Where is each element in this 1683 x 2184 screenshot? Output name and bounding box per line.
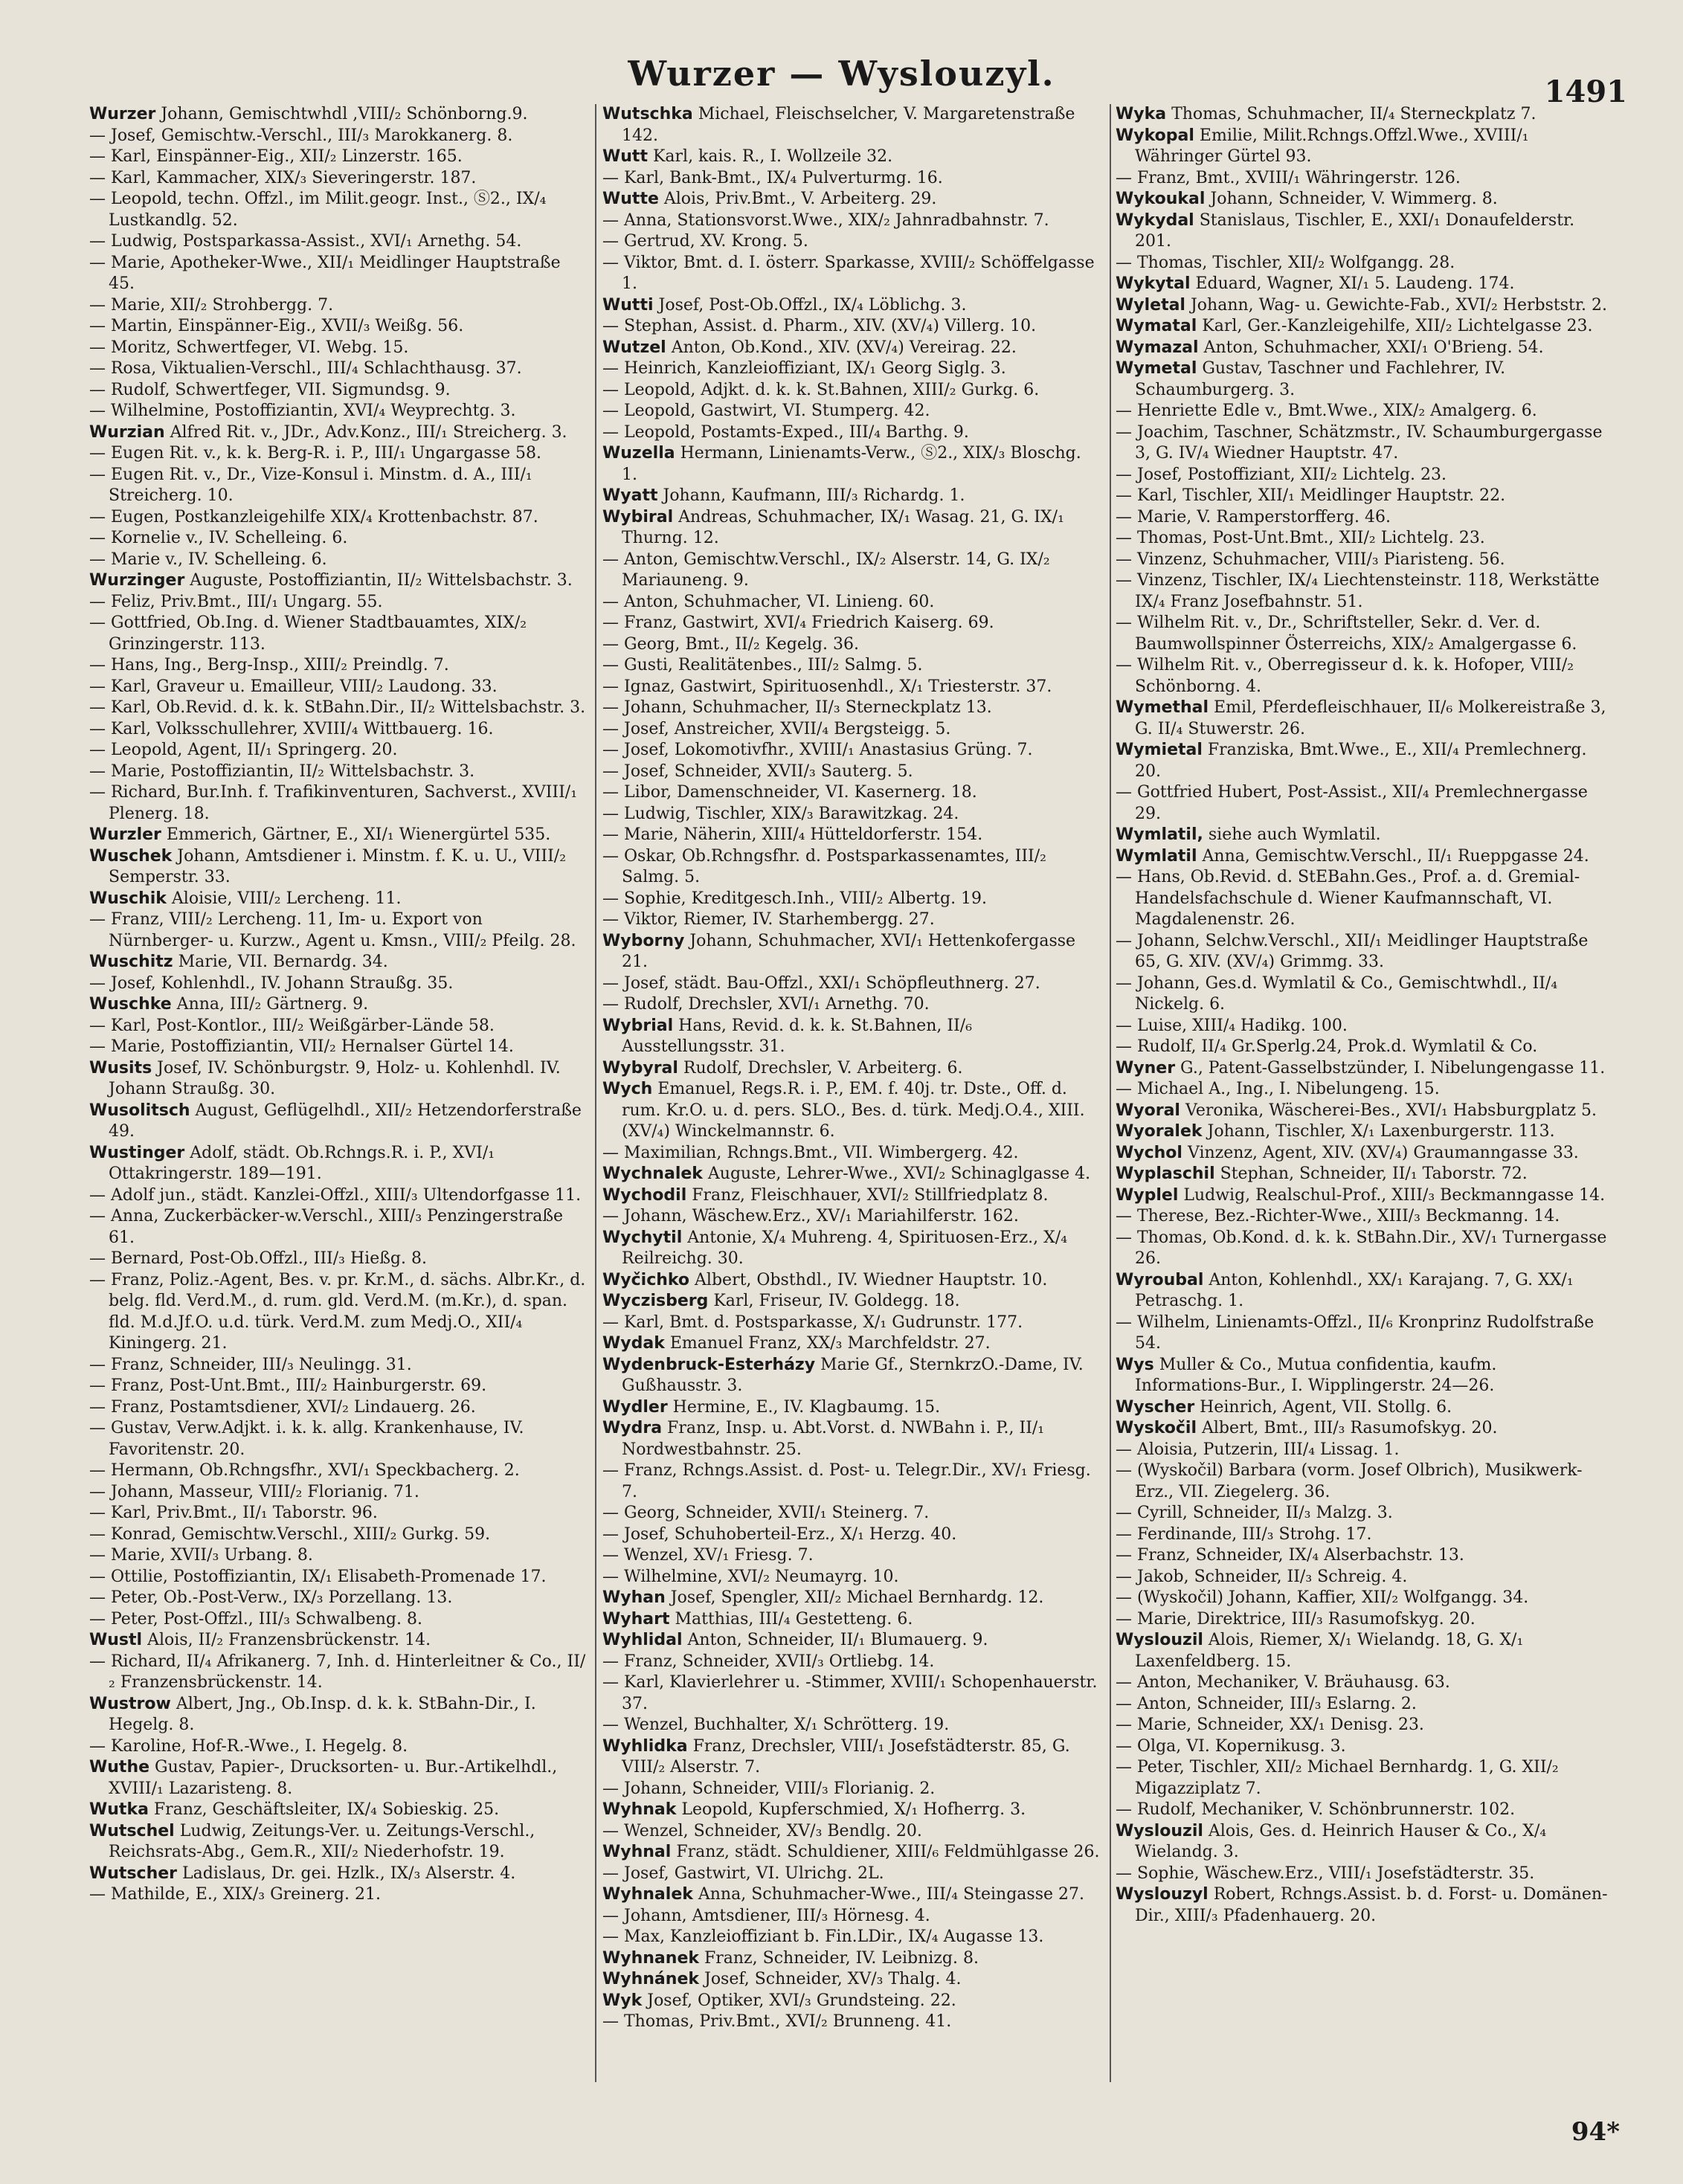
directory-entry: Wurzer Johann, Gemischtwhdl ,VIII/₂ Schönborng.9. [89, 105, 528, 123]
directory-entry: — Johann, Schuhmacher, II/₃ Sterneckplatz 13. [602, 698, 992, 717]
directory-entry: — Kornelie v., IV. Schelleing. 6. [89, 529, 348, 547]
directory-entry: — Rudolf, Schwertfeger, VII. Sigmundsg. 9. [89, 380, 451, 399]
directory-entry: — Bernard, Post-Ob.Offzl., III/₃ Hießg. 8. [89, 1249, 427, 1268]
directory-entry: — Marie, Näherin, XIII/₄ Hütteldorferstr. 154. [602, 825, 983, 844]
directory-entry: — Viktor, Bmt. d. I. österr. Sparkasse, XVIII/₂ Schöffelgasse 1. [602, 253, 1095, 293]
directory-entry: Wurzinger Auguste, Postoffiziantin, II/₂ Wittelsbachstr. 3. [89, 571, 573, 590]
directory-entry: — Feliz, Priv.Bmt., III/₁ Ungarg. 55. [89, 592, 383, 611]
directory-entry: Wutschel Ludwig, Zeitungs-Ver. u. Zeitungs-Verschl., Reichsrats-Abg., Gem.R., XII/₂ Niederhofstr. 19. [89, 1821, 535, 1861]
directory-entry: Wyscher Heinrich, Agent, VII. Stollg. 6. [1116, 1397, 1452, 1417]
directory-entry: Wykydal Stanislaus, Tischler, E., XXI/₁ Donaufelderstr. 201. [1116, 210, 1575, 251]
directory-entry: Wymlatil Anna, Gemischtw.Verschl., II/₁ Rueppgasse 24. [1116, 846, 1589, 866]
directory-entry: — Gottfried Hubert, Post-Assist., XII/₄ Premlechnergasse 29. [1116, 783, 1588, 823]
directory-entry: — Peter, Ob.-Post-Verw., IX/₃ Porzellang. 13. [89, 1588, 453, 1607]
directory-entry: — Martin, Einspänner-Eig., XVII/₃ Weißg. 56. [89, 317, 464, 335]
directory-entry: — Johann, Selchw.Verschl., XII/₁ Meidlinger Hauptstraße 65, G. XIV. (XV/₄) Grimmg. 33. [1116, 931, 1589, 971]
directory-entry: — Marie, Postoffiziantin, VII/₂ Hernalser Gürtel 14. [89, 1037, 514, 1056]
directory-entry: — Franz, Postamtsdiener, XVI/₂ Lindauerg. 26. [89, 1397, 476, 1417]
directory-entry: — Franz, Gastwirt, XVI/₄ Friedrich Kaiserg. 69. [602, 613, 994, 632]
directory-entry: Wydler Hermine, E., IV. Klagbaumg. 15. [602, 1397, 941, 1417]
directory-entry: — Anna, Stationsvorst.Wwe., XIX/₂ Jahnradbahnstr. 7. [602, 210, 1049, 230]
directory-entry: — Johann, Wäschew.Erz., XV/₁ Mariahilferstr. 162. [602, 1207, 1019, 1225]
directory-entry: — Karl, Post-Kontlor., III/₂ Weißgärber-Lände 58. [89, 1016, 495, 1035]
directory-entry: — Wilhelm Rit. v., Oberregisseur d. k. k. Hofoper, VIII/₂ Schönborng. 4. [1116, 656, 1574, 696]
directory-entry: Wyhan Josef, Spengler, XII/₂ Michael Bernhardg. 12. [602, 1588, 1044, 1607]
directory-entry: — Anton, Schuhmacher, VI. Linieng. 60. [602, 592, 935, 611]
directory-entry: Wys Muller & Co., Mutua confidentia, kaufm. Informations-Bur., I. Wipplingerstr. 24—26. [1116, 1355, 1497, 1395]
directory-entry: Wyslouzil Alois, Riemer, X/₁ Wielandg. 18, G. X/₁ Laxenfeldberg. 15. [1116, 1631, 1524, 1671]
directory-entry: — Viktor, Riemer, IV. Starhembergg. 27. [602, 910, 935, 929]
directory-entry: Wymlatil, siehe auch Wymlatil. [1116, 825, 1381, 844]
directory-entry: — Gusti, Realitätenbes., III/₂ Salmg. 5. [602, 656, 923, 674]
directory-entry: — Josef, Schneider, XVII/₃ Sauterg. 5. [602, 761, 913, 781]
directory-entry: Wyk Josef, Optiker, XVI/₃ Grundsteing. 22. [602, 1991, 956, 2010]
directory-entry: — Thomas, Post-Unt.Bmt., XII/₂ Lichtelg. 23. [1116, 529, 1485, 547]
directory-entry: Wyhnánek Josef, Schneider, XV/₃ Thalg. 4. [602, 1970, 962, 1988]
directory-entry: — Adolf jun., städt. Kanzlei-Offzl., XIII/₃ Ultendorfgasse 11. [89, 1185, 582, 1205]
directory-entry: Wutzel Anton, Ob.Kond., XIV. (XV/₄) Vereirag. 22. [602, 338, 1017, 357]
directory-entry: — Georg, Bmt., II/₂ Kegelg. 36. [602, 634, 859, 654]
directory-entry: Wyčichko Albert, Obsthdl., IV. Wiedner Hauptstr. 10. [602, 1270, 1048, 1289]
directory-entry: Wymethal Emil, Pferdefleischhauer, II/₆ Molkereistraße 3, G. II/₄ Stuwerstr. 26. [1116, 698, 1606, 738]
directory-entry: Wutte Alois, Priv.Bmt., V. Arbeiterg. 29. [602, 190, 937, 208]
directory-entry: Wydak Emanuel Franz, XX/₃ Marchfeldstr. 27. [602, 1334, 991, 1353]
directory-entry: — Wilhelm Rit. v., Dr., Schriftsteller, Sekr. d. Ver. d. Baumwollspinner Österreichs, XIX/₂ Amalgergasse 6. [1116, 613, 1577, 654]
directory-entry: Wutscher Ladislaus, Dr. gei. Hzlk., IX/₃ Alserstr. 4. [89, 1864, 516, 1883]
directory-entry: — Karl, Klavierlehrer u. -Stimmer, XVIII/₁ Schopenhauerstr. 37. [602, 1673, 1098, 1713]
directory-entry: — Franz, Rchngs.Assist. d. Post- u. Telegr.Dir., XV/₁ Friesg. 7. [602, 1461, 1091, 1501]
directory-entry: Wutka Franz, Geschäftsleiter, IX/₄ Sobieskig. 25. [89, 1800, 500, 1819]
directory-entry: — Karl, Bmt. d. Postsparkasse, X/₁ Gudrunstr. 177. [602, 1312, 1023, 1332]
directory-entry: — Marie, XVII/₃ Urbang. 8. [89, 1546, 313, 1565]
directory-entry: — Gertrud, XV. Krong. 5. [602, 232, 808, 251]
directory-entry: Wybrial Hans, Revid. d. k. k. St.Bahnen, II/₆ Ausstellungsstr. 31. [602, 1016, 973, 1056]
directory-entry: Wykytal Eduard, Wagner, XI/₁ 5. Laudeng. 174. [1116, 274, 1515, 293]
directory-entry: — Olga, VI. Kopernikusg. 3. [1116, 1736, 1346, 1756]
directory-entry: Wyatt Johann, Kaufmann, III/₃ Richardg. 1. [602, 486, 965, 505]
directory-entry: — Joachim, Taschner, Schätzmstr., IV. Schaumburgergasse 3, G. IV/₄ Wiedner Hauptstr. 47. [1116, 422, 1603, 463]
directory-entry: Wyslouzyl Robert, Rchngs.Assist. b. d. Forst- u. Domänen-Dir., XIII/₃ Pfadenhauerg. 20. [1116, 1885, 1608, 1925]
directory-entry: Wyoral Veronika, Wäscherei-Bes., XVI/₁ Habsburgplatz 5. [1116, 1101, 1597, 1120]
directory-entry: — Vinzenz, Schuhmacher, VIII/₃ Piaristeng. 56. [1116, 550, 1505, 569]
directory-entry: — Michael A., Ing., I. Nibelungeng. 15. [1116, 1080, 1440, 1098]
sheet-mark: 94* [1571, 2117, 1620, 2147]
directory-entry: — Karl, Bank-Bmt., IX/₄ Pulverturmg. 16. [602, 168, 943, 187]
directory-entry: Wyroubal Anton, Kohlenhdl., XX/₁ Karajang. 7, G. XX/₁ Petraschg. 1. [1116, 1270, 1574, 1310]
directory-entry: — Rosa, Viktualien-Verschl., III/₄ Schlachthausg. 37. [89, 359, 522, 378]
directory-entry: Wustl Alois, II/₂ Franzensbrückenstr. 14. [89, 1631, 431, 1649]
directory-entry: — Karl, Graveur u. Emailleur, VIII/₂ Laudong. 33. [89, 677, 498, 696]
directory-entry: — Anna, Zuckerbäcker-w.Verschl., XIII/₃ Penzingerstraße 61. [89, 1207, 564, 1247]
directory-entry: — Thomas, Tischler, XII/₂ Wolfgangg. 28. [1116, 253, 1455, 272]
directory-entry: — Franz, Schneider, XVII/₃ Ortliebg. 14. [602, 1652, 935, 1671]
directory-entry: Wyletal Johann, Wag- u. Gewichte-Fab., XVI/₂ Herbststr. 2. [1116, 295, 1607, 315]
directory-entry: — Josef, Kohlenhdl., IV. Johann Straußg. 35. [89, 973, 454, 993]
directory-entry: — Franz, Poliz.-Agent, Bes. v. pr. Kr.M., d. sächs. Albr.Kr., d. belg. fld. Verd.M., d. rum. gld. Verd.M. (m.Kr.), d. span. fld. M.d.Jf.O. u.d. türk. Verd.M. zum Medj.O., XII/₄ Kiningerg. 21. [89, 1270, 586, 1353]
directory-entry: — Wilhelm, Linienamts-Offzl., II/₆ Kronprinz Rudolfstraße 54. [1116, 1312, 1594, 1353]
directory-entry: — Karl, Tischler, XII/₁ Meidlinger Hauptstr. 22. [1116, 486, 1506, 505]
directory-entry: — Karl, Einspänner-Eig., XII/₂ Linzerstr. 165. [89, 147, 463, 166]
directory-entry: — Luise, XIII/₄ Hadikg. 100. [1116, 1016, 1348, 1035]
directory-entry: Wyhnalek Anna, Schuhmacher-Wwe., III/₄ Steingasse 27. [602, 1885, 1084, 1904]
directory-entry: Wymatal Karl, Ger.-Kanzleigehilfe, XII/₂ Lichtelgasse 23. [1116, 317, 1593, 335]
directory-entry: Wyslouzil Alois, Ges. d. Heinrich Hauser & Co., X/₄ Wielandg. 3. [1116, 1821, 1547, 1861]
directory-entry: Wyhlidal Anton, Schneider, II/₁ Blumauerg. 9. [602, 1631, 988, 1649]
directory-entry: Wyhnak Leopold, Kupferschmied, X/₁ Hofherrg. 3. [602, 1800, 1026, 1819]
directory-entry: Wuschke Anna, III/₂ Gärtnerg. 9. [89, 995, 369, 1014]
directory-entry: — Thomas, Priv.Bmt., XVI/₂ Brunneng. 41. [602, 2012, 952, 2031]
directory-entry: — Sophie, Kreditgesch.Inh., VIII/₂ Albertg. 19. [602, 889, 988, 908]
directory-entry: Wusits Josef, IV. Schönburgstr. 9, Holz- u. Kohlenhdl. IV. Johann Straußg. 30. [89, 1058, 561, 1098]
directory-entry: — Leopold, Agent, II/₁ Springerg. 20. [89, 741, 398, 759]
directory-entry: — Wenzel, Buchhalter, X/₁ Schrötterg. 19. [602, 1716, 950, 1734]
directory-entry: Wybiral Andreas, Schuhmacher, IX/₁ Wasag. 21, G. IX/₁ Thurng. 12. [602, 507, 1064, 547]
directory-entry: Wychol Vinzenz, Agent, XIV. (XV/₄) Graumanngasse 33. [1116, 1143, 1579, 1162]
directory-entry: — Thomas, Ob.Kond. d. k. k. StBahn.Dir., XV/₁ Turnergasse 26. [1116, 1228, 1607, 1268]
directory-entry: — Josef, Gemischtw.-Verschl., III/₃ Marokkanerg. 8. [89, 126, 513, 145]
directory-entry: — Karl, Priv.Bmt., II/₁ Taborstr. 96. [89, 1504, 378, 1522]
directory-entry: — Leopold, Gastwirt, VI. Stumperg. 42. [602, 402, 930, 420]
directory-entry: — Rudolf, Drechsler, XVI/₁ Arnethg. 70. [602, 995, 930, 1014]
directory-entry: Wyhart Matthias, III/₄ Gestetteng. 6. [602, 1609, 913, 1629]
page-number: 1491 [1544, 74, 1627, 109]
directory-entry: — Marie, XII/₂ Strohbergg. 7. [89, 295, 334, 315]
directory-entry: — Eugen Rit. v., Dr., Vize-Konsul i. Minstm. d. A., III/₁ Streicherg. 10. [89, 465, 532, 505]
directory-entry: — Wilhelmine, XVI/₂ Neumayrg. 10. [602, 1567, 899, 1586]
directory-entry: — Josef, Gastwirt, VI. Ulrichg. 2L. [602, 1864, 884, 1883]
directory-column-2 [602, 104, 1101, 2104]
directory-entry: — Marie v., IV. Schelleing. 6. [89, 550, 327, 569]
directory-entry: — Marie, Apotheker-Wwe., XII/₁ Meidlinger Hauptstraße 45. [89, 253, 561, 293]
directory-entry: — Ferdinande, III/₃ Strohg. 17. [1116, 1524, 1372, 1544]
directory-entry: — Karl, Ob.Revid. d. k. k. StBahn.Dir., II/₂ Wittelsbachstr. 3. [89, 698, 586, 717]
directory-entry: Wurzian Alfred Rit. v., JDr., Adv.Konz., III/₁ Streicherg. 3. [89, 422, 567, 442]
directory-entry: — Johann, Masseur, VIII/₂ Florianig. 71. [89, 1482, 419, 1501]
directory-entry: Wymietal Franziska, Bmt.Wwe., E., XII/₄ Premlechnerg. 20. [1116, 741, 1587, 781]
directory-entry: — (Wyskočil) Johann, Kaffier, XII/₂ Wolfgangg. 34. [1116, 1588, 1529, 1607]
directory-entry: — Ludwig, Tischler, XIX/₃ Barawitzkag. 24. [602, 804, 959, 823]
directory-entry: — Oskar, Ob.Rchngsfhr. d. Postsparkassenamtes, III/₂ Salmg. 5. [602, 846, 1046, 886]
directory-entry: — Hans, Ob.Revid. d. StEBahn.Ges., Prof. a. d. Gremial-Handelsfachschule d. Wiener Kaufmannschaft, VI. Magdalenenstr. 26. [1116, 868, 1580, 929]
directory-entry: — Max, Kanzleioffiziant b. Fin.LDir., IX/₄ Augasse 13. [602, 1927, 1044, 1946]
directory-entry: — Anton, Gemischtw.Verschl., IX/₂ Alserstr. 14, G. IX/₂ Mariauneng. 9. [602, 550, 1050, 590]
directory-entry: Wyka Thomas, Schuhmacher, II/₄ Sterneckplatz 7. [1116, 105, 1536, 123]
directory-entry: Wymetal Gustav, Taschner und Fachlehrer, IV. Schaumburgerg. 3. [1116, 359, 1506, 399]
directory-entry: — Vinzenz, Tischler, IX/₄ Liechtensteinstr. 118, Werkstätte IX/₄ Franz Josefbahnstr. 51. [1116, 571, 1600, 611]
directory-entry: Wyskočil Albert, Bmt., III/₃ Rasumofskyg. 20. [1116, 1419, 1498, 1437]
directory-entry: — Franz, Post-Unt.Bmt., III/₂ Hainburgerstr. 69. [89, 1376, 487, 1395]
directory-entry: — Eugen Rit. v., k. k. Berg-R. i. P., III/₁ Ungargasse 58. [89, 444, 541, 463]
directory-entry: Wyplaschil Stephan, Schneider, II/₁ Taborstr. 72. [1116, 1165, 1528, 1183]
directory-entry: Wyner G., Patent-Gasselbstzünder, I. Nibelungengasse 11. [1116, 1058, 1606, 1077]
directory-entry: — Josef, städt. Bau-Offzl., XXI/₁ Schöpfleuthnerg. 27. [602, 973, 1040, 993]
directory-entry: — Maximilian, Rchngs.Bmt., VII. Wimbergerg. 42. [602, 1143, 1019, 1162]
directory-entry: — Rudolf, Mechaniker, V. Schönbrunnerstr. 102. [1116, 1800, 1516, 1819]
directory-entry: Wutt Karl, kais. R., I. Wollzeile 32. [602, 147, 893, 166]
directory-column-1 [89, 104, 588, 2104]
directory-entry: — Wenzel, XV/₁ Friesg. 7. [602, 1546, 814, 1565]
directory-columns [89, 104, 1621, 2104]
directory-entry: — Stephan, Assist. d. Pharm., XIV. (XV/₄) Villerg. 10. [602, 317, 1037, 335]
directory-entry: — Jakob, Schneider, II/₃ Schreig. 4. [1116, 1567, 1408, 1586]
directory-entry: — Georg, Schneider, XVII/₁ Steinerg. 7. [602, 1504, 930, 1522]
directory-entry: Wusolitsch August, Geflügelhdl., XII/₂ Hetzendorferstraße 49. [89, 1101, 582, 1141]
directory-entry: — Wilhelmine, Postoffiziantin, XVI/₄ Weyprechtg. 3. [89, 402, 516, 420]
directory-entry: — Karoline, Hof-R.-Wwe., I. Hegelg. 8. [89, 1736, 408, 1756]
directory-entry: — Josef, Anstreicher, XVII/₄ Bergsteigg. 5. [602, 719, 951, 738]
directory-entry: Wychytil Antonie, X/₄ Muhreng. 4, Spirituosen-Erz., X/₄ Reilreichg. 30. [602, 1228, 1068, 1268]
directory-entry: — Wenzel, Schneider, XV/₃ Bendlg. 20. [602, 1821, 922, 1840]
directory-entry: — Sophie, Wäschew.Erz., VIII/₁ Josefstädterstr. 35. [1116, 1864, 1535, 1883]
directory-entry: — Eugen, Postkanzleigehilfe XIX/₄ Krottenbachstr. 87. [89, 507, 538, 526]
directory-entry: — Cyrill, Schneider, II/₃ Malzg. 3. [1116, 1504, 1393, 1522]
directory-entry: — Franz, Schneider, III/₃ Neulingg. 31. [89, 1355, 412, 1374]
directory-entry: Wutschka Michael, Fleischselcher, V. Margaretenstraße 142. [602, 105, 1075, 145]
directory-entry: — Peter, Post-Offzl., III/₃ Schwalbeng. 8. [89, 1609, 422, 1629]
page-header [0, 0, 1683, 112]
directory-entry: — Ottilie, Postoffiziantin, IX/₁ Elisabeth-Promenade 17. [89, 1567, 547, 1586]
directory-entry: — Franz, VIII/₂ Lercheng. 11, Im- u. Export von Nürnberger- u. Kurzw., Agent u. Kmsn., VIII/₂ Pfeilg. 28. [89, 910, 576, 950]
directory-entry: — Josef, Schuhoberteil-Erz., X/₁ Herzg. 40. [602, 1524, 957, 1544]
directory-entry: — Moritz, Schwertfeger, VI. Webg. 15. [89, 338, 409, 357]
directory-entry: — Ignaz, Gastwirt, Spirituosenhdl., X/₁ Triesterstr. 37. [602, 677, 1052, 696]
directory-entry: — Anton, Mechaniker, V. Bräuhausg. 63. [1116, 1673, 1450, 1692]
directory-entry: Wuschitz Marie, VII. Bernardg. 34. [89, 953, 388, 971]
directory-entry: Wymazal Anton, Schuhmacher, XXI/₁ O'Brieng. 54. [1116, 338, 1544, 357]
directory-entry: Wyoralek Johann, Tischler, X/₁ Laxenburgerstr. 113. [1116, 1122, 1555, 1141]
directory-entry: — Richard, II/₄ Afrikanerg. 7, Inh. d. Hinterleitner & Co., II/₂ Franzensbrückenstr. 14. [89, 1652, 586, 1692]
directory-entry: — Hermann, Ob.Rchngsfhr., XVI/₁ Speckbacherg. 2. [89, 1461, 520, 1480]
directory-entry: — Rudolf, II/₄ Gr.Sperlg.24, Prok.d. Wymlatil & Co. [1116, 1037, 1538, 1056]
directory-entry: Wyhlidka Franz, Drechsler, VIII/₁ Josefstädterstr. 85, G. VIII/₂ Alserstr. 7. [602, 1736, 1070, 1776]
directory-entry: — Marie, Schneider, XX/₁ Denisg. 23. [1116, 1716, 1424, 1734]
directory-entry: Wyplel Ludwig, Realschul-Prof., XIII/₃ Beckmanngasse 14. [1116, 1185, 1606, 1205]
directory-entry: — Henriette Edle v., Bmt.Wwe., XIX/₂ Amalgerg. 6. [1116, 402, 1537, 420]
directory-entry: — Marie, V. Ramperstorfferg. 46. [1116, 507, 1391, 526]
directory-entry: — Konrad, Gemischtw.Verschl., XIII/₂ Gurkg. 59. [89, 1524, 491, 1544]
directory-entry: Wychodil Franz, Fleischhauer, XVI/₂ Stillfriedplatz 8. [602, 1185, 1049, 1205]
directory-entry: Wyhnal Franz, städt. Schuldiener, XIII/₆ Feldmühlgasse 26. [602, 1843, 1100, 1861]
directory-entry: Wydenbruck-Esterházy Marie Gf., SternkrzO.-Dame, IV. Gußhausstr. 3. [602, 1355, 1084, 1395]
directory-entry: — Johann, Ges.d. Wymlatil & Co., Gemischtwhdl., II/₄ Nickelg. 6. [1116, 973, 1558, 1014]
directory-entry: Wuzella Hermann, Linienamts-Verw., Ⓢ2., XIX/₃ Bloschg. 1. [602, 444, 1081, 484]
directory-entry: — (Wyskočil) Barbara (vorm. Josef Olbrich), Musikwerk-Erz., VII. Ziegelerg. 36. [1116, 1461, 1583, 1501]
directory-entry: Wyhnanek Franz, Schneider, IV. Leibnizg. 8. [602, 1948, 979, 1968]
directory-entry: — Heinrich, Kanzleioffiziant, IX/₁ Georg Siglg. 3. [602, 359, 1006, 378]
directory-entry: — Libor, Damenschneider, VI. Kasernerg. 18. [602, 783, 977, 802]
directory-entry: Wutti Josef, Post-Ob.Offzl., IX/₄ Löblichg. 3. [602, 295, 967, 315]
directory-entry: Wykoukal Johann, Schneider, V. Wimmerg. 8. [1116, 190, 1498, 208]
directory-entry: Wych Emanuel, Regs.R. i. P., EM. f. 40j. tr. Dste., Off. d. rum. Kr.O. u. d. pers. SLO., Bes. d. türk. Medj.O.4., XIII. (XV/₄) Winckelmannstr. 6. [602, 1080, 1085, 1141]
directory-entry: — Leopold, techn. Offzl., im Milit.geogr. Inst., Ⓢ2., IX/₄ Lustkandlg. 52. [89, 190, 547, 230]
directory-entry: Wustinger Adolf, städt. Ob.Rchngs.R. i. P., XVI/₁ Ottakringerstr. 189—191. [89, 1143, 495, 1183]
directory-entry: — Peter, Tischler, XII/₂ Michael Bernhardg. 1, G. XII/₂ Migazziplatz 7. [1116, 1758, 1559, 1798]
directory-entry: — Leopold, Postamts-Exped., III/₄ Barthg. 9. [602, 422, 969, 442]
directory-entry: — Richard, Bur.Inh. f. Trafikinventuren, Sachverst., XVIII/₁ Plenerg. 18. [89, 783, 578, 823]
directory-entry: — Johann, Schneider, VIII/₃ Florianig. 2. [602, 1779, 936, 1798]
directory-entry: — Johann, Amtsdiener, III/₃ Hörnesg. 4. [602, 1906, 930, 1925]
directory-entry: Wuthe Gustav, Papier-, Drucksorten- u. Bur.-Artikelhdl., XVIII/₁ Lazaristeng. 8. [89, 1758, 558, 1798]
directory-entry: Wurzler Emmerich, Gärtner, E., XI/₁ Wienergürtel 535. [89, 825, 551, 844]
directory-entry: — Aloisia, Putzerin, III/₄ Lissag. 1. [1116, 1440, 1400, 1459]
directory-entry: Wuschik Aloisie, VIII/₂ Lercheng. 11. [89, 889, 402, 908]
directory-entry: — Karl, Volksschullehrer, XVIII/₄ Wittbauerg. 16. [89, 719, 494, 738]
directory-entry: Wybyral Rudolf, Drechsler, V. Arbeiterg. 6. [602, 1058, 963, 1077]
directory-entry: Wyborny Johann, Schuhmacher, XVI/₁ Hettenkofergasse 21. [602, 931, 1076, 971]
directory-entry: — Hans, Ing., Berg-Insp., XIII/₂ Preindlg. 7. [89, 656, 449, 674]
directory-entry: — Leopold, Adjkt. d. k. k. St.Bahnen, XIII/₂ Gurkg. 6. [602, 380, 1040, 399]
directory-entry: — Mathilde, E., XIX/₃ Greinerg. 21. [89, 1885, 381, 1904]
directory-entry: — Gottfried, Ob.Ing. d. Wiener Stadtbauamtes, XIX/₂ Grinzingerstr. 113. [89, 613, 527, 654]
directory-entry: — Marie, Direktrice, III/₃ Rasumofskyg. 20. [1116, 1609, 1476, 1629]
directory-entry: — Therese, Bez.-Richter-Wwe., XIII/₃ Beckmanng. 14. [1116, 1207, 1560, 1225]
directory-entry: — Josef, Postoffiziant, XII/₂ Lichtelg. 23. [1116, 465, 1447, 484]
directory-column-3 [1116, 104, 1614, 2104]
directory-entry: — Josef, Lokomotivfhr., XVIII/₁ Anastasius Grüng. 7. [602, 741, 1033, 759]
directory-entry: — Franz, Bmt., XVIII/₁ Währingerstr. 126. [1116, 168, 1461, 187]
directory-entry: Wychnalek Auguste, Lehrer-Wwe., XVI/₂ Schinaglgasse 4. [602, 1165, 1091, 1183]
directory-entry: Wustrow Albert, Jng., Ob.Insp. d. k. k. StBahn-Dir., I. Hegelg. 8. [89, 1694, 536, 1734]
directory-entry: — Ludwig, Postsparkassa-Assist., XVI/₁ Arnethg. 54. [89, 232, 522, 251]
directory-entry: Wykopal Emilie, Milit.Rchngs.Offzl.Wwe., XVIII/₁ Währinger Gürtel 93. [1116, 126, 1529, 166]
directory-entry: — Marie, Postoffiziantin, II/₂ Wittelsbachstr. 3. [89, 761, 475, 781]
directory-entry: Wydra Franz, Insp. u. Abt.Vorst. d. NWBahn i. P., II/₁ Nordwestbahnstr. 25. [602, 1419, 1045, 1459]
directory-entry: — Karl, Kammacher, XIX/₃ Sieveringerstr. 187. [89, 168, 477, 187]
page-title: Wurzer — Wyslouzyl. [628, 54, 1055, 94]
directory-entry: — Gustav, Verw.Adjkt. i. k. k. allg. Krankenhause, IV. Favoritenstr. 20. [89, 1419, 524, 1459]
directory-entry: Wuschek Johann, Amtsdiener i. Minstm. f. K. u. U., VIII/₂ Semperstr. 33. [89, 846, 567, 886]
directory-entry: — Franz, Schneider, IX/₄ Alserbachstr. 13. [1116, 1546, 1464, 1565]
directory-entry: — Anton, Schneider, III/₃ Eslarng. 2. [1116, 1694, 1417, 1713]
directory-entry: Wyczisberg Karl, Friseur, IV. Goldegg. 18. [602, 1292, 960, 1310]
